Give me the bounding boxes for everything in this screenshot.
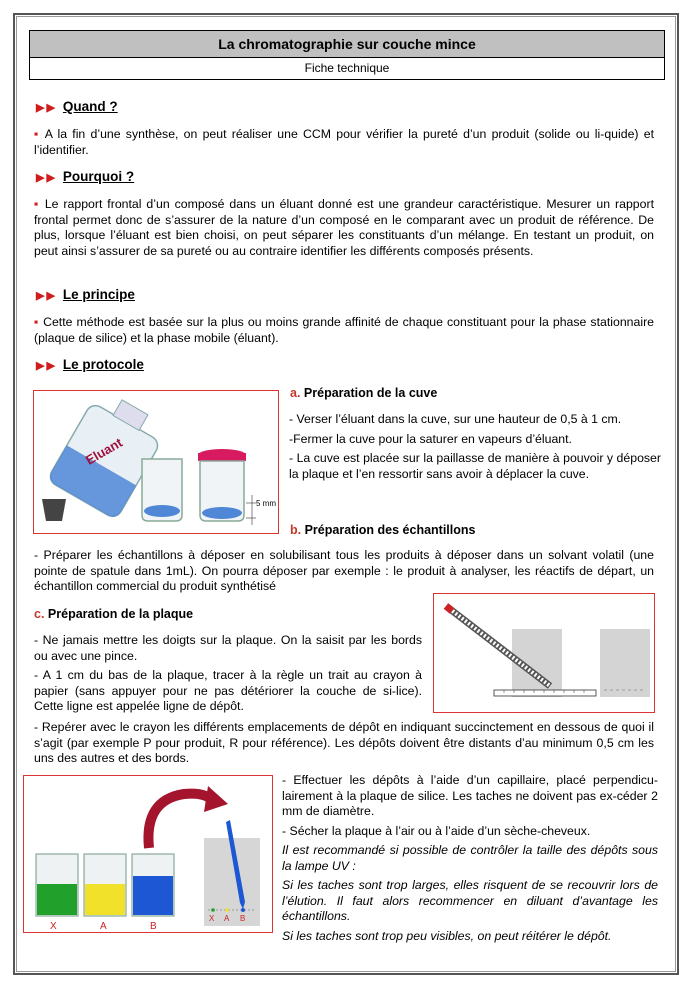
step-c-line: - A 1 cm du bas de la plaque, tracer à la règle un trait au crayon à papier (sans appuyer pour ne pas détériorer la couche de si-lice). Cette ligne est appelée ligne de dépôt. xyxy=(34,668,422,713)
step-d-note: Si les taches sont trop larges, elles risquent de se recouvrir lors de l’élution. Il faut alors recommencer en diluant d’avantage les échantillons. xyxy=(282,878,658,923)
arrows-icon: ▶▶ xyxy=(36,360,57,372)
arrows-icon: ▶▶ xyxy=(36,172,57,184)
plaque-illustration xyxy=(434,594,654,712)
bullet-icon: ▪ xyxy=(34,197,40,211)
beaker-label: X xyxy=(50,921,57,932)
beaker-label: A xyxy=(100,921,107,932)
step-a-line: - La cuve est placée sur la paillasse de manière à pouvoir y déposer la plaque et l’en ressortir sans avoir à déplacer la cuve. xyxy=(289,451,661,481)
step-d-note: Si les taches sont trop peu visibles, on peut réitérer le dépôt. xyxy=(282,928,612,943)
step-c-line-3: - Repérer avec le crayon les différents emplacements de dépôt en indiquant succinctement en dessous de quoi il s’agit (par exemple P pour produit, R pour référence). Les dépôts doivent être distants d’au minimum 0,5 cm les uns des autres et des bords. xyxy=(34,720,654,765)
principe-paragraph: ▪ Cette méthode est basée sur la plus ou moins grande affinité de chaque constituant pour la phase stationnaire (plaque de silice) et la phase mobile (éluant). xyxy=(34,315,655,345)
step-c-line: - Ne jamais mettre les doigts sur la plaque. On la saisit par les bords ou avec une pince. xyxy=(34,633,422,663)
figure-cuve xyxy=(33,390,279,534)
step-c-text xyxy=(34,633,422,719)
arrows-icon: ▶▶ xyxy=(36,290,57,302)
arrows-icon: ▶▶ xyxy=(36,102,57,114)
heading-quand: ▶▶ Quand ? xyxy=(36,99,118,114)
bullet-icon: ▪ xyxy=(34,127,41,141)
beaker-label: B xyxy=(150,921,157,932)
page-title: La chromatographie sur couche mince xyxy=(29,30,665,58)
quand-paragraph: ▪ A la fin d’une synthèse, on peut réaliser une CCM pour vérifier la pureté d’un produit (solide ou li-quide) et l’identifier. xyxy=(34,127,654,157)
step-d-text xyxy=(282,773,658,948)
bottle-label: Eluant xyxy=(82,434,125,468)
cuve-illustration xyxy=(34,391,278,533)
step-b-text: - Préparer les échantillons à déposer en solubilisant tous les produits à déposer dans un solvant volatil (une pointe de spatule dans 1mL). On pourra déposer par exemple : le produit à analyser, les réactifs de départ, un échantillon commercial du produit synthétisé xyxy=(34,548,654,593)
bullet-icon: ▪ xyxy=(34,315,40,329)
depot-illustration xyxy=(24,776,272,932)
plate-label: B xyxy=(240,914,246,923)
step-b-title: b. Préparation des échantillons xyxy=(290,523,476,537)
step-a-line: - Verser l’éluant dans la cuve, sur une hauteur de 0,5 à 1 cm. xyxy=(289,412,622,426)
step-d-note: Il est recommandé si possible de contrôler la taille des dépôts sous la lampe UV : xyxy=(282,843,658,873)
heading-pourquoi: ▶▶ Pourquoi ? xyxy=(36,169,135,184)
step-d-line: - Sécher la plaque à l’air ou à l’aide d’un sèche-cheveux. xyxy=(282,823,591,838)
figure-plaque xyxy=(433,593,655,713)
step-a-text xyxy=(289,412,661,486)
step-c-title: c. Préparation de la plaque xyxy=(34,607,194,621)
heading-protocole: ▶▶ Le protocole xyxy=(36,357,144,372)
pourquoi-paragraph: ▪ Le rapport frontal d’un composé dans un éluant donné est une grandeur caractéristique. Mesurer un rapport frontal permet donc de s’assurer de la nature d’un composé en le comparant avec un produit de référence. De plus, lorsque l’éluant est bien choisi, on peut séparer les constituants d’un mélange. En testant un produit, on peut ainsi s’assurer de sa pureté ou au contraire identifier les différents composés présents. xyxy=(34,197,654,258)
plate-label: A xyxy=(224,914,230,923)
heading-principe: ▶▶ Le principe xyxy=(36,287,135,302)
figure-depot xyxy=(23,775,273,933)
page-subtitle: Fiche technique xyxy=(29,58,665,80)
plate-label: X xyxy=(209,914,215,923)
step-a-line: -Fermer la cuve pour la saturer en vapeurs d’éluant. xyxy=(289,431,572,446)
height-label: 5 mm xyxy=(256,499,276,508)
step-d-line: - Effectuer les dépôts à l’aide d’un capillaire, placé perpendicu-lairement à la plaque de silice. Les taches ne doivent pas ex-céder 2 mm de diamètre. xyxy=(282,773,658,818)
step-a-title: a. Préparation de la cuve xyxy=(290,386,438,400)
